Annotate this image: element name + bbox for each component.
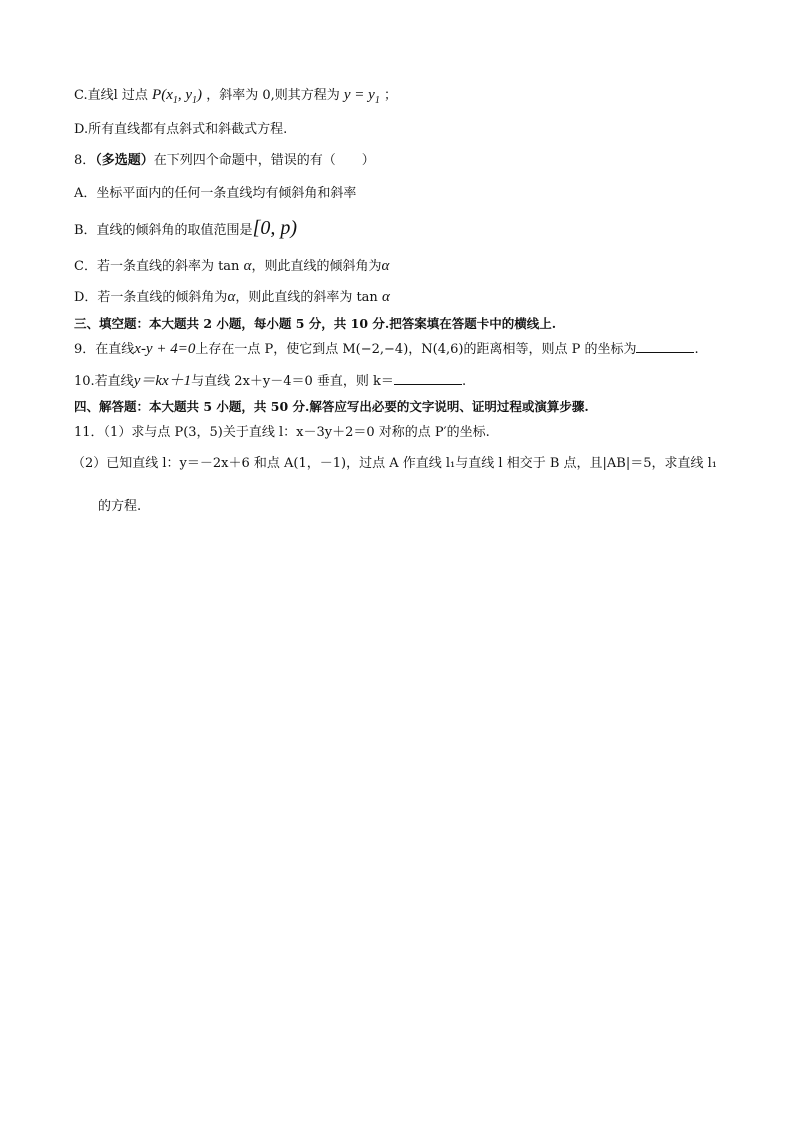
- option-c-middle: ，斜率为 0,则其方程为: [206, 88, 340, 103]
- point-p-formula: $P(x_1$, $y_1$): [152, 87, 203, 106]
- question-text: 在下列四个命题中，错误的有（ ）: [153, 153, 375, 168]
- option-c-prefix: C.直线l 过点: [74, 88, 148, 103]
- angle-range: [0, p): [252, 217, 298, 239]
- q8-option-b: B．直线的倾斜角的取值范围是[0, p): [74, 217, 298, 239]
- question-8-stem: [74, 152, 375, 170]
- answer-blank[interactable]: [394, 372, 462, 385]
- q8-option-d: D．若一条直线的倾斜角为α，则此直线的斜率为 tan α: [74, 289, 390, 305]
- option-c-equation: $y = y_1$: [343, 87, 380, 106]
- question-11-part-2: （2）已知直线 l：y＝－2x＋6 和点 A(1，－1)，过点 A 作直线 l₁与直线 l 相交于 B 点，且|AB|＝5，求直线 l₁: [72, 456, 717, 471]
- question-10: 10.若直线y＝kx＋1与直线 2x＋y－4＝0 垂直，则 k＝ .: [74, 373, 467, 389]
- option-c-line: [74, 86, 397, 110]
- question-11-part-1: 11．（1）求与点 P(3，5)关于直线 l：x－3y＋2＝0 对称的点 P′的坐标.: [74, 425, 490, 440]
- question-9: 9．在直线x-y + 4=0上存在一点 P，使它到点 M(−2,−4)，N(4,6)的距离相等，则点 P 的坐标为 .: [74, 341, 699, 357]
- multiple-choice-tag: （多选题）: [95, 153, 154, 168]
- option-d-line: D.所有直线都有点斜式和斜截式方程.: [74, 122, 288, 137]
- q8-option-a: A．坐标平面内的任何一条直线均有倾斜角和斜率: [74, 186, 357, 201]
- section-3-heading: 三、填空题：本大题共 2 小题，每小题 5 分，共 10 分.把答案填在答题卡中的横线上.: [74, 316, 557, 331]
- option-c-end: ；: [383, 88, 397, 103]
- answer-blank[interactable]: [636, 340, 694, 353]
- question-number: 8．: [74, 153, 96, 168]
- q8-option-c: C．若一条直线的斜率为 tan α，则此直线的倾斜角为α: [74, 258, 390, 274]
- question-11-part-2-continuation: 的方程.: [98, 499, 142, 514]
- section-4-heading: 四、解答题：本大题共 5 小题，共 50 分.解答应写出必要的文字说明、证明过程或演算步骤.: [74, 399, 589, 414]
